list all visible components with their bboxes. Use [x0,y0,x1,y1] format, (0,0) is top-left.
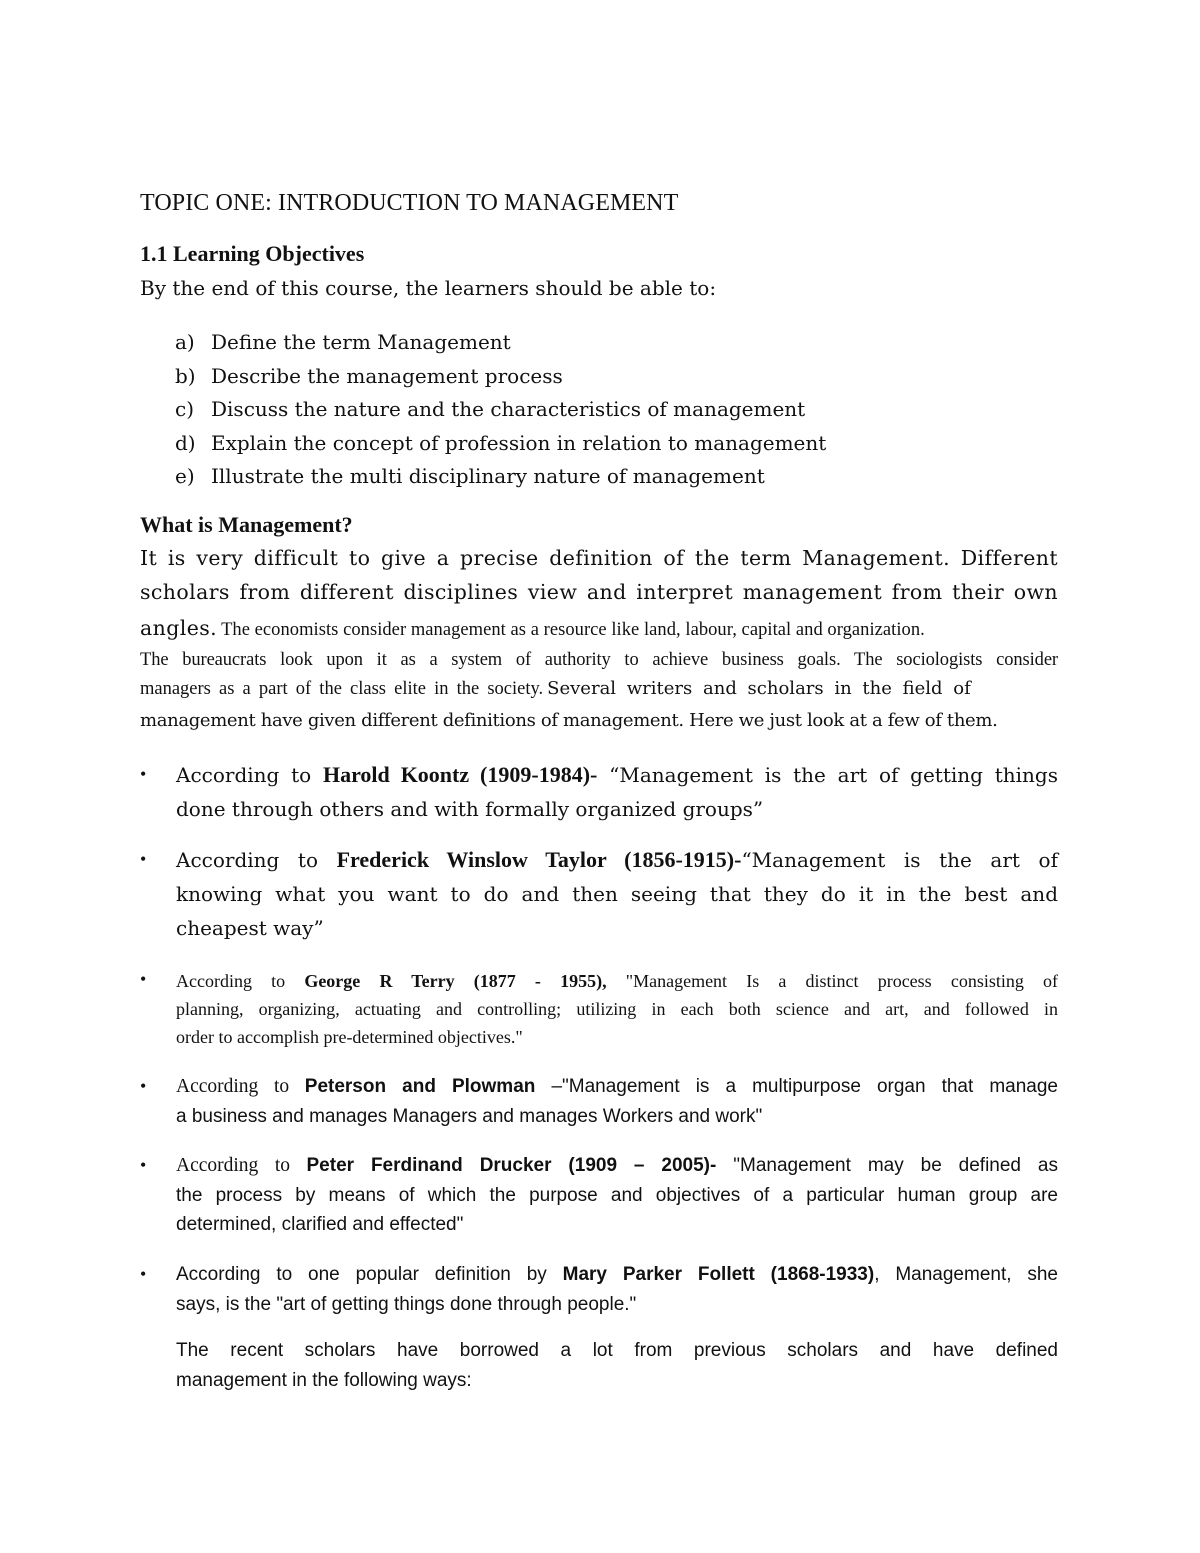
definition-line: determined, clarified and effected" [176,1214,464,1235]
list-item-text: Explain the concept of profession in relation to management [211,430,827,455]
author-name: Harold Koontz (1909-1984)- [322,762,598,787]
definition-text: "Management Is a distinct process consisting of [625,971,1059,991]
author-name: Frederick Winslow Taylor (1856-1915)- [336,847,742,872]
paragraph-line: management in the following ways: [176,1369,472,1391]
paragraph-segment: Several writers and scholars in the field of [547,678,971,699]
definition-line [176,1151,1058,1181]
objectives-heading: 1.1 Learning Objectives [140,241,365,266]
list-item [175,393,826,427]
definition-line: order to accomplish pre-determined objectives." [176,1027,523,1047]
list-marker: a) [175,330,195,354]
definition-line: done through others and with formally organized groups” [176,797,764,821]
paragraph-line: scholars from different disciplines view and interpret management from their own [140,580,1058,604]
paragraph-line: The bureaucrats look upon it as a system of authority to achieve business goals. The sociologists consider [140,650,1058,670]
bullet-icon: • [140,849,147,869]
definition-line [176,1260,1058,1290]
list-marker: c) [175,397,195,421]
list-marker: b) [175,363,196,388]
list-item-text: Illustrate the multi disciplinary nature of management [211,464,765,488]
definition-line: the process by means of which the purpose and objectives of a particular human group are [176,1184,1058,1206]
paragraph-segment: The economists consider management as a resource like land, labour, capital and organization. [221,620,925,640]
list-item-text: Define the term Management [211,330,511,354]
bullet-icon: • [140,1076,147,1096]
section-heading: What is Management? [140,512,353,537]
paragraph-line-mixed [140,678,1058,700]
list-item [175,360,826,394]
definition-line: planning, organizing, actuating and controlling; utilizing in each both science and art, and followed in [176,999,1058,1019]
list-item-text: Describe the management process [211,363,563,388]
definition-line: knowing what you want to do and then seeing that they do it in the best and [176,882,1058,906]
list-item-text: Discuss the nature and the characteristics of management [211,397,806,421]
bullet-icon: • [140,1155,147,1175]
bullet-icon: • [140,1264,147,1284]
page-title: TOPIC ONE: INTRODUCTION TO MANAGEMENT [140,190,679,216]
objectives-list [175,326,826,494]
author-name: Mary Parker Follett (1868-1933) [562,1264,875,1285]
paragraph-segment: angles. [140,616,218,640]
objectives-intro: By the end of this course, the learners should be able to: [140,276,717,300]
definition-intro: According to [176,763,323,787]
list-marker: d) [175,430,196,455]
definition-intro: According to [176,971,305,991]
paragraph-line-mixed [140,616,1058,641]
definition-text: “Management is the art of [741,848,1058,872]
definition-text: , Management, she [874,1264,1058,1285]
definition-intro: According to one popular definition by [176,1264,563,1285]
definition-text: –"Management is a multipurpose organ that manage [535,1076,1058,1097]
definition-intro: According to [176,1076,305,1097]
paragraph-line: The recent scholars have borrowed a lot from previous scholars and have defined [176,1340,1058,1361]
bullet-icon: • [140,969,147,989]
author-name: George R Terry (1877 - 1955), [304,971,607,991]
list-item [175,427,826,461]
list-marker: e) [175,464,195,488]
definition-line: a business and manages Managers and manages Workers and work" [176,1105,763,1127]
paragraph-line: management have given different definitions of management. Here we just look at a few of them. [140,710,998,731]
bullet-icon: • [140,764,147,784]
paragraph-line: It is very difficult to give a precise definition of the term Management. Different [140,546,1058,570]
definition-line [176,967,1058,995]
paragraph-segment: managers as a part of the class elite in the society. [140,679,544,699]
list-item [175,460,826,494]
author-name: Peter Ferdinand Drucker (1909 – 2005)- [306,1155,717,1176]
definition-line: says, is the "art of getting things done through people." [176,1293,637,1315]
definition-line [176,1072,1058,1102]
author-name: Peterson and Plowman [304,1076,536,1097]
definition-line [176,758,1058,792]
definition-text: "Management may be defined as [716,1155,1058,1176]
definition-intro: According to [176,848,337,872]
definition-line [176,843,1058,877]
definition-intro: According to [176,1155,307,1176]
definition-text: “Management is the art of getting things [609,763,1058,787]
definition-line: cheapest way” [176,916,324,940]
list-item [175,326,826,360]
